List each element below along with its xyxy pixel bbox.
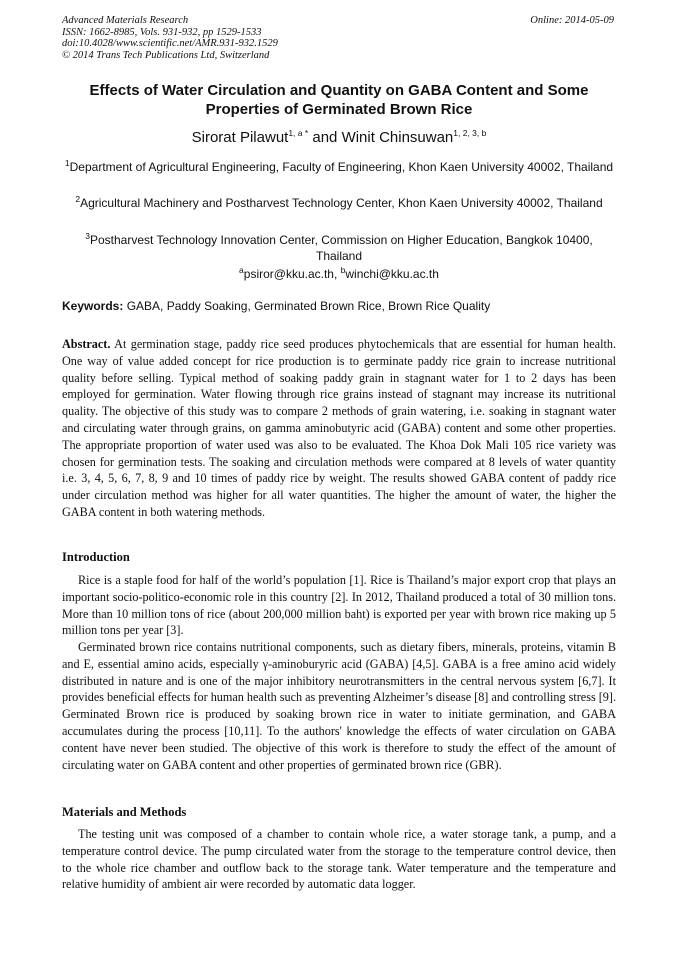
affiliation [62, 228, 616, 264]
issn-line: ISSN: 1662-8985, Vols. 931-932, pp 1529-1533 [62, 26, 262, 38]
author-superscript: 1, 2, 3, b [453, 128, 487, 138]
author-conjunction: and [312, 129, 338, 146]
affiliation-text: Agricultural Machinery and Postharvest Technology Center, Khon Kaen University 40002, Thailand [80, 196, 603, 210]
keywords-text: GABA, Paddy Soaking, Germinated Brown Rice, Brown Rice Quality [126, 299, 491, 313]
keywords [62, 299, 616, 313]
abstract [62, 336, 616, 521]
affiliation-text: Department of Agricultural Engineering, Faculty of Engineering, Khon Kaen University 40002, Thailand [69, 160, 614, 174]
email-marker: b [340, 265, 346, 275]
email-line [62, 265, 616, 281]
copyright-line: © 2014 Trans Tech Publications Ltd, Switzerland [62, 49, 270, 61]
paper-title: Effects of Water Circulation and Quantity on GABA Content and Some Properties of Germinated Brown Rice [89, 82, 589, 118]
author-name: Sirorat Pilawut [191, 129, 289, 146]
section-heading: Materials and Methods [62, 805, 187, 819]
doi-line: doi:10.4028/www.scientific.net/AMR.931-932.1529 [62, 38, 278, 49]
keywords-label: Keywords: [62, 299, 124, 313]
author-name: Winit Chinsuwan [341, 129, 454, 146]
journal-name: Advanced Materials Research [62, 15, 189, 26]
author-line [62, 128, 616, 146]
paragraph: Rice is a staple food for half of the world’s population [1]. Rice is Thailand’s major export crop that plays an important socio-politico-economic role in this country [2]. In 2012, Thailand produced a total of 30 million tons. More than 10 million tons of rice (about 200,000 million baht) is exported per year with brown rice making up 5 million tons per year [3]. [62, 573, 616, 638]
email-address: winchi@kku.ac.th [345, 267, 439, 281]
paragraph: Germinated brown rice contains nutritional components, such as dietary fibers, minerals, proteins, vitamin B and E, essential amino acids, especially γ-aminoburyric acid (GABA) [4,5]. GABA is a free amino acid widely distributed in nature and is one of the major inhibitory neurotransmitters in the central nervous system [6,7]. It provides beneficial effects for human health such as preventing Alzheimer’s disease [8] and controlling stress [9]. Germinated Brown rice is produced by soaking brown rice in water to initiate germination, and GABA accumulates during the process [10,11]. To the authors' knowledge the effects of water circulation on GABA content have never been studied. The objective of this work is therefore to study the effect of the amount of circulating water on GABA content and other properties of germinated brown rice (GBR). [62, 640, 616, 772]
affiliation-number: 3 [85, 231, 90, 241]
affiliation-text: Postharvest Technology Innovation Center, Commission on Higher Education, Bangkok 10400, Thailand [89, 233, 593, 263]
author-superscript: 1, a * [288, 128, 309, 138]
section-heading: Introduction [62, 550, 130, 564]
journal-header [62, 15, 278, 61]
email-marker: a [239, 265, 244, 275]
abstract-text: At germination stage, paddy rice seed produces phytochemicals that are essential for human health. One way of value added concept for rice production is to germinate paddy rice grain to increase nutritional quality before selling. Typical method of soaking paddy grain in stagnant water for 1 to 2 days has been employed for germination. Water flowing through rice grains instead of stagnant may increase its nutritional quality. The objective of this study was to compare 2 methods of grain watering, i.e. soaking in stagnant water and circulating water through grains, on gamma aminobutyric acid (GABA) content and some other properties. The appropriate proportion of water used was also to be evaluated. The Khoa Dok Mali 105 rice variety was chosen for germination tests. The soaking and circulation methods were compared at 8 levels of water quantity i.e. 3, 4, 5, 6, 7, 8, 9 and 10 times of paddy rice by weight. The results showed GABA content of paddy rice under circulation method was higher for all water quantities. The higher the amount of water, the higher the GABA content in both watering methods. [62, 337, 616, 519]
affiliation-number: 2 [75, 194, 81, 204]
affiliation-number: 1 [64, 158, 70, 168]
affiliation [62, 191, 616, 211]
affiliation [62, 155, 616, 175]
online-date: Online: 2014-05-09 [530, 15, 614, 26]
paragraph: The testing unit was composed of a chamber to contain whole rice, a water storage tank, a pump, and a temperature control device. The pump circulated water from the storage to the temperature control device, then to the whole rice chamber and outflow back to the storage tank. Water temperature and the temperature and relative humidity of ambient air were recorded by automatic data logger. [62, 827, 616, 892]
email-address: psiror@kku.ac.th, [243, 267, 338, 281]
abstract-label: Abstract. [62, 337, 111, 351]
